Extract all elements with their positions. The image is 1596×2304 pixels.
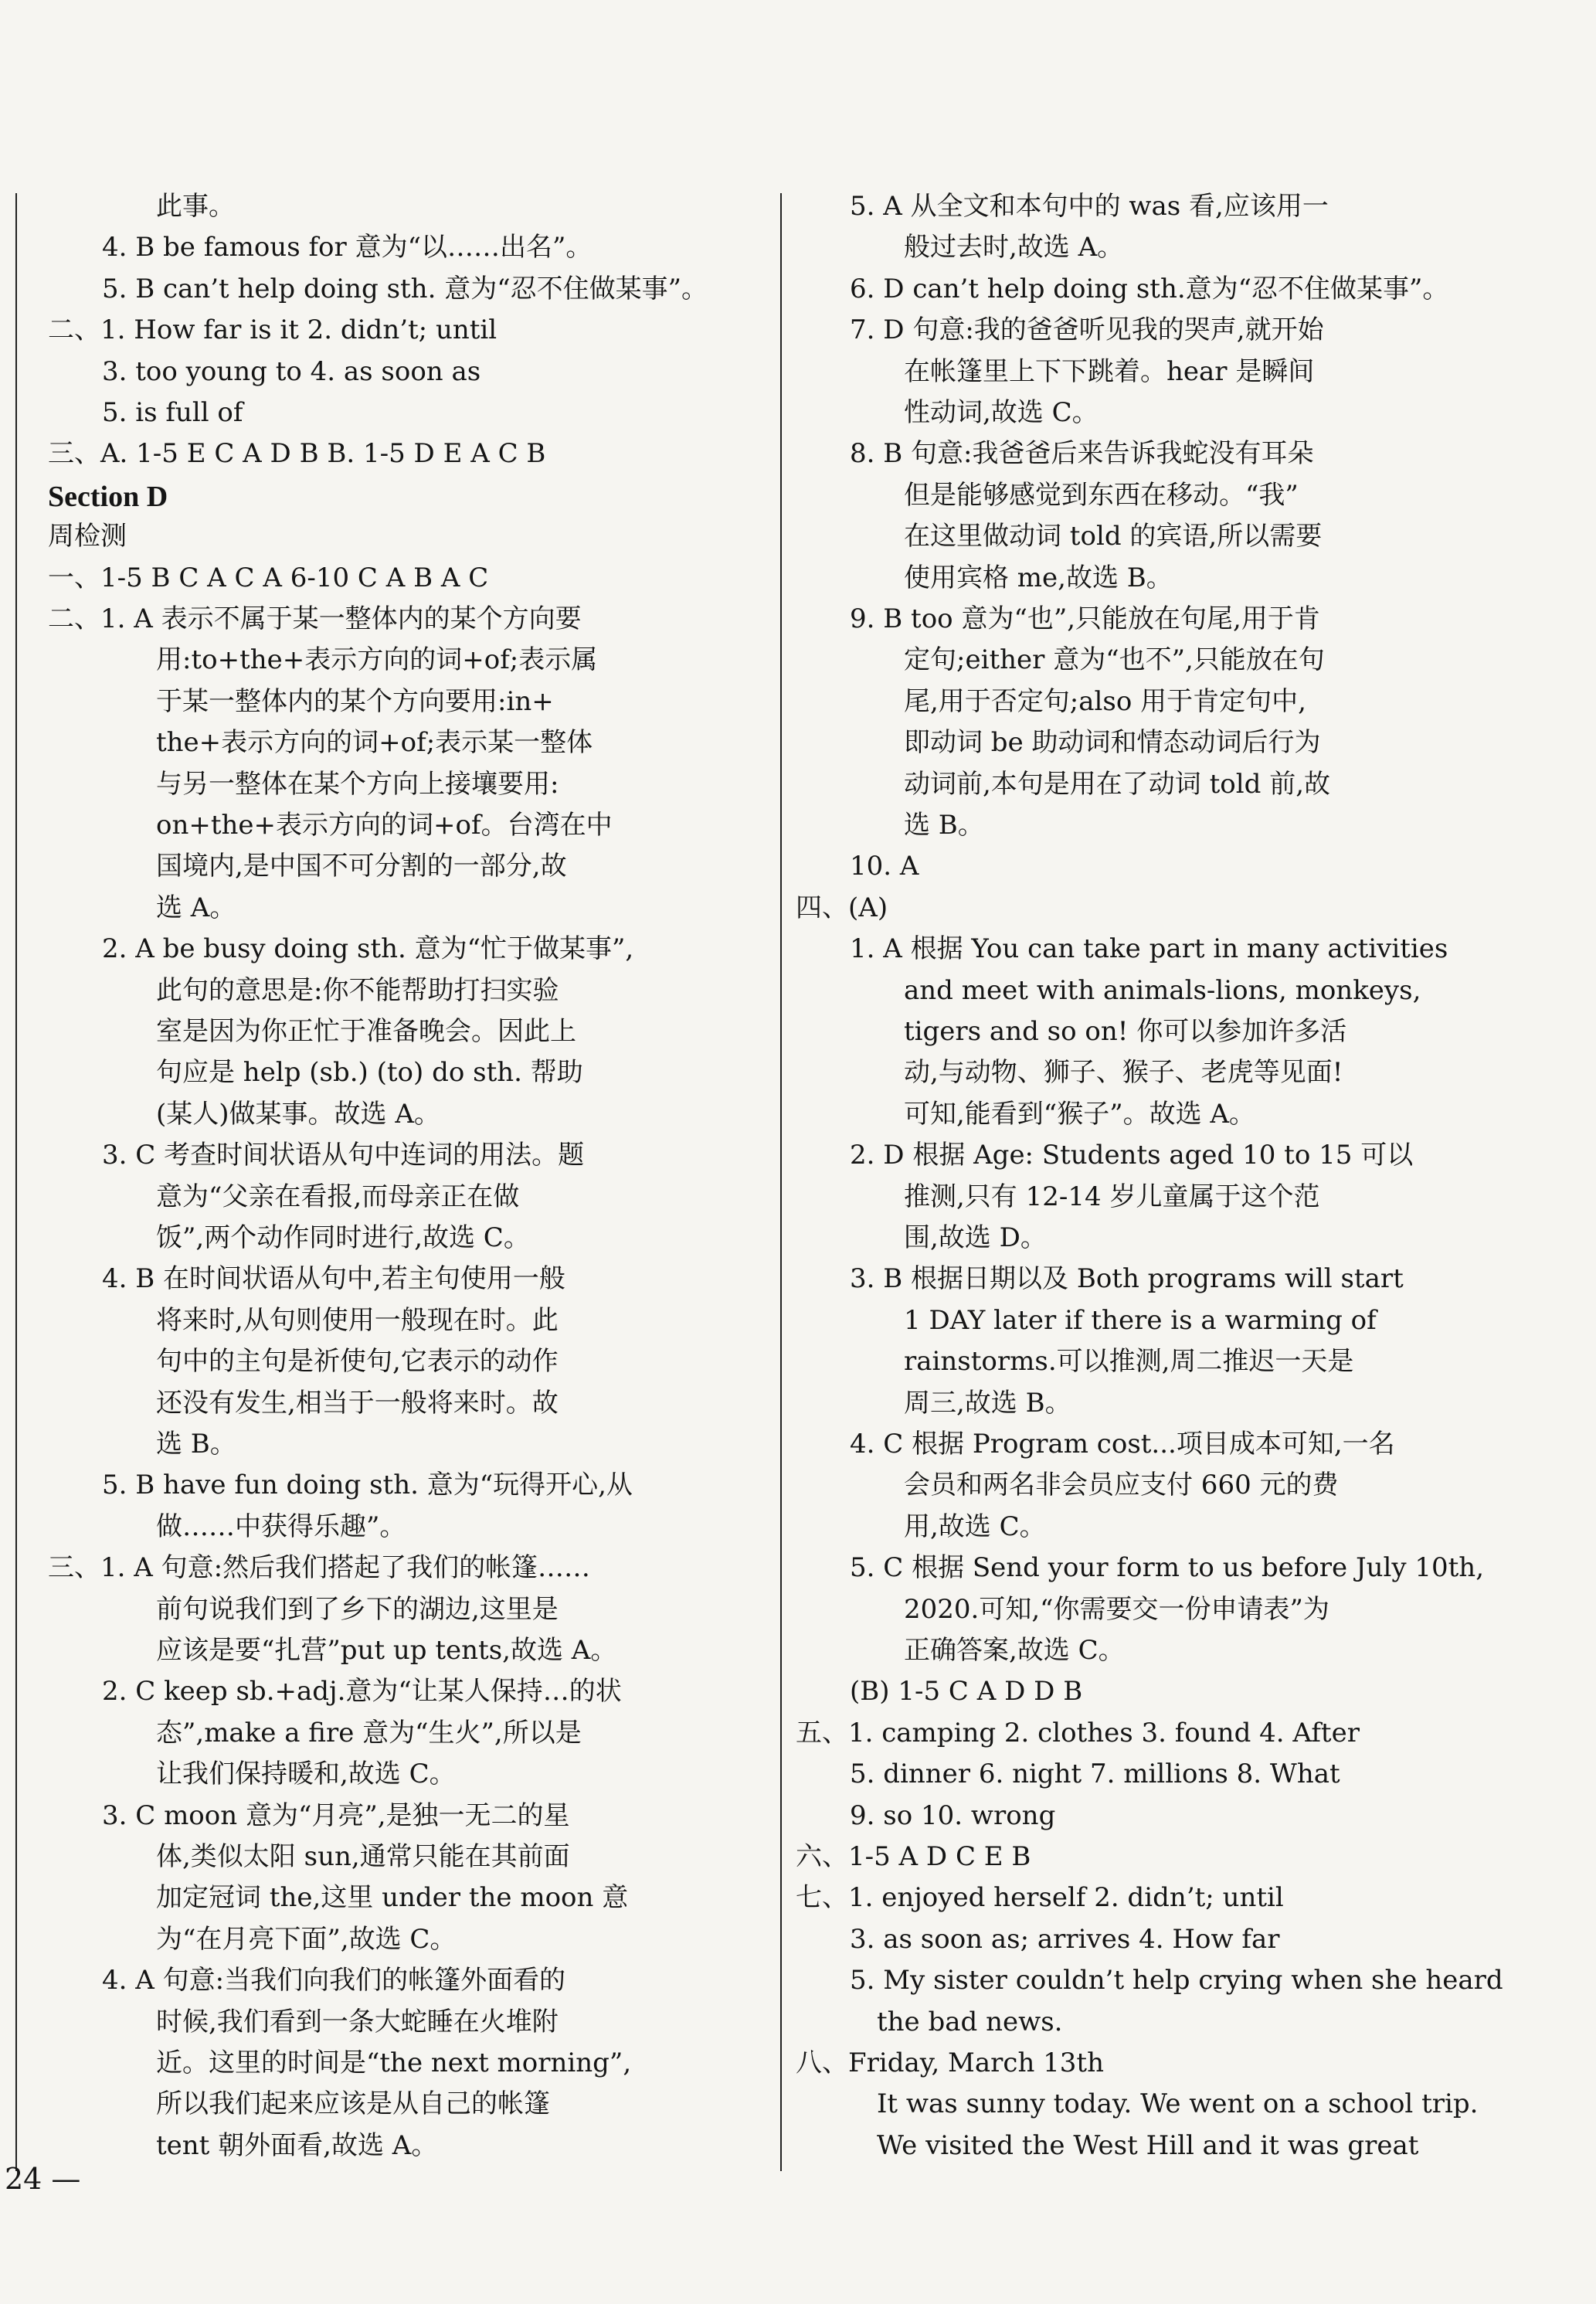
answer-line: 2020.可知,“你需要交一份申请表”为 bbox=[904, 1593, 1329, 1625]
answer-line: 4. B 在时间状语从句中,若主句使用一般 bbox=[102, 1263, 565, 1295]
answer-line: 9. B too 意为“也”,只能放在句尾,用于肯 bbox=[850, 603, 1320, 634]
answer-line: 还没有发生,相当于一般将来时。故 bbox=[156, 1387, 559, 1419]
answer-line: 5. dinner 6. night 7. millions 8. What bbox=[850, 1759, 1340, 1790]
answer-line: 二、1. How far is it 2. didn’t; until bbox=[48, 314, 497, 346]
answer-line: 让我们保持暖和,故选 C。 bbox=[156, 1759, 456, 1790]
answer-line: 体,类似太阳 sun,通常只能在其前面 bbox=[156, 1841, 570, 1872]
answer-line: 7. D 句意:我的爸爸听见我的哭声,就开始 bbox=[850, 314, 1324, 346]
answer-line: 时候,我们看到一条大蛇睡在火堆附 bbox=[156, 2006, 559, 2037]
answer-line: 会员和两名非会员应支付 660 元的费 bbox=[904, 1470, 1339, 1501]
answer-line: 此句的意思是:你不能帮助打扫实验 bbox=[156, 974, 559, 1006]
answer-line: Section D bbox=[48, 480, 168, 513]
answer-line: 四、(A) bbox=[796, 892, 888, 923]
answer-line: 正确答案,故选 C。 bbox=[904, 1635, 1125, 1666]
answer-line: (某人)做某事。故选 A。 bbox=[156, 1098, 440, 1130]
answer-line: 8. B 句意:我爸爸后来告诉我蛇没有耳朵 bbox=[850, 438, 1314, 470]
answer-line: 七、1. enjoyed herself 2. didn’t; until bbox=[796, 1882, 1284, 1914]
answer-line: and meet with animals-lions, monkeys, bbox=[904, 974, 1421, 1006]
answer-line: 三、1. A 句意:然后我们搭起了我们的帐篷…… bbox=[48, 1552, 591, 1584]
answer-line: 二、1. A 表示不属于某一整体内的某个方向要 bbox=[48, 603, 582, 634]
answer-line: 1. A 根据 You can take part in many activities bbox=[850, 933, 1448, 965]
answer-line: 3. C 考查时间状语从句中连词的用法。题 bbox=[102, 1140, 585, 1171]
answer-line: 周三,故选 B。 bbox=[904, 1387, 1071, 1419]
answer-line: 加定冠词 the,这里 under the moon 意 bbox=[156, 1882, 629, 1914]
answer-line: 2. C keep sb.+adj.意为“让某人保持…的状 bbox=[102, 1676, 622, 1708]
answer-line: tigers and so on! 你可以参加许多活 bbox=[904, 1016, 1347, 1047]
answer-line: 10. A bbox=[850, 851, 919, 882]
answer-line: 2. A be busy doing sth. 意为“忙于做某事”, bbox=[102, 933, 634, 965]
answer-line: It was sunny today. We went on a school trip. bbox=[877, 2088, 1479, 2120]
left-margin-rule bbox=[15, 193, 17, 2171]
answer-line: 将来时,从句则使用一般现在时。此 bbox=[156, 1304, 559, 1336]
answer-line: 动词前,本句是用在了动词 told 前,故 bbox=[904, 768, 1331, 800]
answer-line: 定句;either 意为“也不”,只能放在句 bbox=[904, 644, 1325, 676]
answer-line: the+表示方向的词+of;表示某一整体 bbox=[156, 727, 593, 759]
answer-line: 可知,能看到“猴子”。故选 A。 bbox=[904, 1098, 1255, 1130]
answer-line: 选 B。 bbox=[156, 1429, 236, 1460]
answer-line: 句应是 help (sb.) (to) do sth. 帮助 bbox=[156, 1057, 583, 1089]
answer-line: 用,故选 C。 bbox=[904, 1511, 1046, 1542]
answer-line: 6. D can’t help doing sth.意为“忍不住做某事”。 bbox=[850, 273, 1449, 304]
answer-line: on+the+表示方向的词+of。台湾在中 bbox=[156, 810, 613, 841]
answer-line: 5. B can’t help doing sth. 意为“忍不住做某事”。 bbox=[102, 273, 708, 304]
answer-line: 应该是要“扎营”put up tents,故选 A。 bbox=[156, 1635, 617, 1666]
answer-line: 3. C moon 意为“月亮”,是独一无二的星 bbox=[102, 1799, 570, 1831]
answer-line: 但是能够感觉到东西在移动。“我” bbox=[904, 479, 1299, 511]
answer-line: 5. C 根据 Send your form to us before July 10th, bbox=[850, 1552, 1485, 1584]
answer-line: 室是因为你正忙于准备晚会。因此上 bbox=[156, 1016, 576, 1047]
answer-line: (B) 1-5 C A D D B bbox=[850, 1676, 1083, 1708]
answer-line: 八、Friday, March 13th bbox=[796, 2047, 1104, 2078]
answer-line: 4. B be famous for 意为“以……出名”。 bbox=[102, 232, 593, 263]
answer-line: 选 A。 bbox=[156, 892, 236, 923]
answer-line: 五、1. camping 2. clothes 3. found 4. After bbox=[796, 1717, 1360, 1748]
answer-line: 尾,用于否定句;also 用于肯定句中, bbox=[904, 685, 1306, 717]
answer-line: 围,故选 D。 bbox=[904, 1222, 1047, 1253]
answer-line: 意为“父亲在看报,而母亲正在做 bbox=[156, 1181, 520, 1212]
answer-line: 三、A. 1-5 E C A D B B. 1-5 D E A C B bbox=[48, 438, 546, 470]
answer-line: 使用宾格 me,故选 B。 bbox=[904, 562, 1173, 593]
page-number: 24 — bbox=[5, 2162, 81, 2196]
answer-line: 饭”,两个动作同时进行,故选 C。 bbox=[156, 1222, 530, 1253]
answer-line: 所以我们起来应该是从自己的帐篷 bbox=[156, 2088, 550, 2120]
answer-line: 与另一整体在某个方向上接壤要用: bbox=[156, 768, 559, 800]
answer-line: 态”,make a fire 意为“生火”,所以是 bbox=[156, 1717, 582, 1748]
answer-line: 用:to+the+表示方向的词+of;表示属 bbox=[156, 644, 598, 676]
answer-line: We visited the West Hill and it was great bbox=[877, 2129, 1419, 2161]
answer-line: 前句说我们到了乡下的湖边,这里是 bbox=[156, 1593, 559, 1625]
answer-line: 5. is full of bbox=[102, 397, 243, 428]
answer-line: 性动词,故选 C。 bbox=[904, 397, 1099, 428]
answer-line: 5. My sister couldn’t help crying when she heard bbox=[850, 1965, 1503, 1996]
answer-line: 做……中获得乐趣”。 bbox=[156, 1511, 406, 1542]
answer-line: 5. B have fun doing sth. 意为“玩得开心,从 bbox=[102, 1470, 633, 1501]
answer-line: 在这里做动词 told 的宾语,所以需要 bbox=[904, 521, 1323, 552]
answer-line: 为“在月亮下面”,故选 C。 bbox=[156, 1923, 457, 1955]
answer-line: 5. A 从全文和本句中的 was 看,应该用一 bbox=[850, 191, 1329, 222]
answer-line: 推测,只有 12-14 岁儿童属于这个范 bbox=[904, 1181, 1320, 1212]
answer-line: 在帐篷里上下下跳着。hear 是瞬间 bbox=[904, 355, 1315, 387]
answer-line: 周检测 bbox=[48, 521, 127, 552]
answer-line: 近。这里的时间是“the next morning”, bbox=[156, 2047, 632, 2078]
answer-line: 国境内,是中国不可分割的一部分,故 bbox=[156, 851, 567, 882]
answer-line: 一、1-5 B C A C A 6-10 C A B A C bbox=[48, 562, 489, 593]
answer-line: 于某一整体内的某个方向要用:in+ bbox=[156, 685, 554, 717]
answer-line: tent 朝外面看,故选 A。 bbox=[156, 2129, 438, 2161]
answer-line: 六、1-5 A D C E B bbox=[796, 1841, 1031, 1872]
answer-line: 9. so 10. wrong bbox=[850, 1799, 1056, 1831]
answer-line: 句中的主句是祈使句,它表示的动作 bbox=[156, 1346, 559, 1378]
answer-line: 2. D 根据 Age: Students aged 10 to 15 可以 bbox=[850, 1140, 1414, 1171]
answer-line: 般过去时,故选 A。 bbox=[904, 232, 1124, 263]
answer-line: 即动词 be 助动词和情态动词后行为 bbox=[904, 727, 1321, 759]
answer-line: 动,与动物、狮子、猴子、老虎等见面! bbox=[904, 1057, 1343, 1089]
answer-line: 此事。 bbox=[156, 191, 235, 222]
answer-line: 3. too young to 4. as soon as bbox=[102, 355, 481, 387]
answer-line: 3. as soon as; arrives 4. How far bbox=[850, 1923, 1280, 1955]
answer-line: 4. C 根据 Program cost...项目成本可知,一名 bbox=[850, 1429, 1395, 1460]
answer-line: 4. A 句意:当我们向我们的帐篷外面看的 bbox=[102, 1965, 566, 1996]
answer-line: 3. B 根据日期以及 Both programs will start bbox=[850, 1263, 1404, 1295]
answer-line: 1 DAY later if there is a warming of bbox=[904, 1304, 1377, 1336]
answer-line: 选 B。 bbox=[904, 810, 984, 841]
answer-line: rainstorms.可以推测,周二推迟一天是 bbox=[904, 1346, 1354, 1378]
answer-line: the bad news. bbox=[877, 2006, 1063, 2037]
column-divider bbox=[780, 193, 782, 2171]
